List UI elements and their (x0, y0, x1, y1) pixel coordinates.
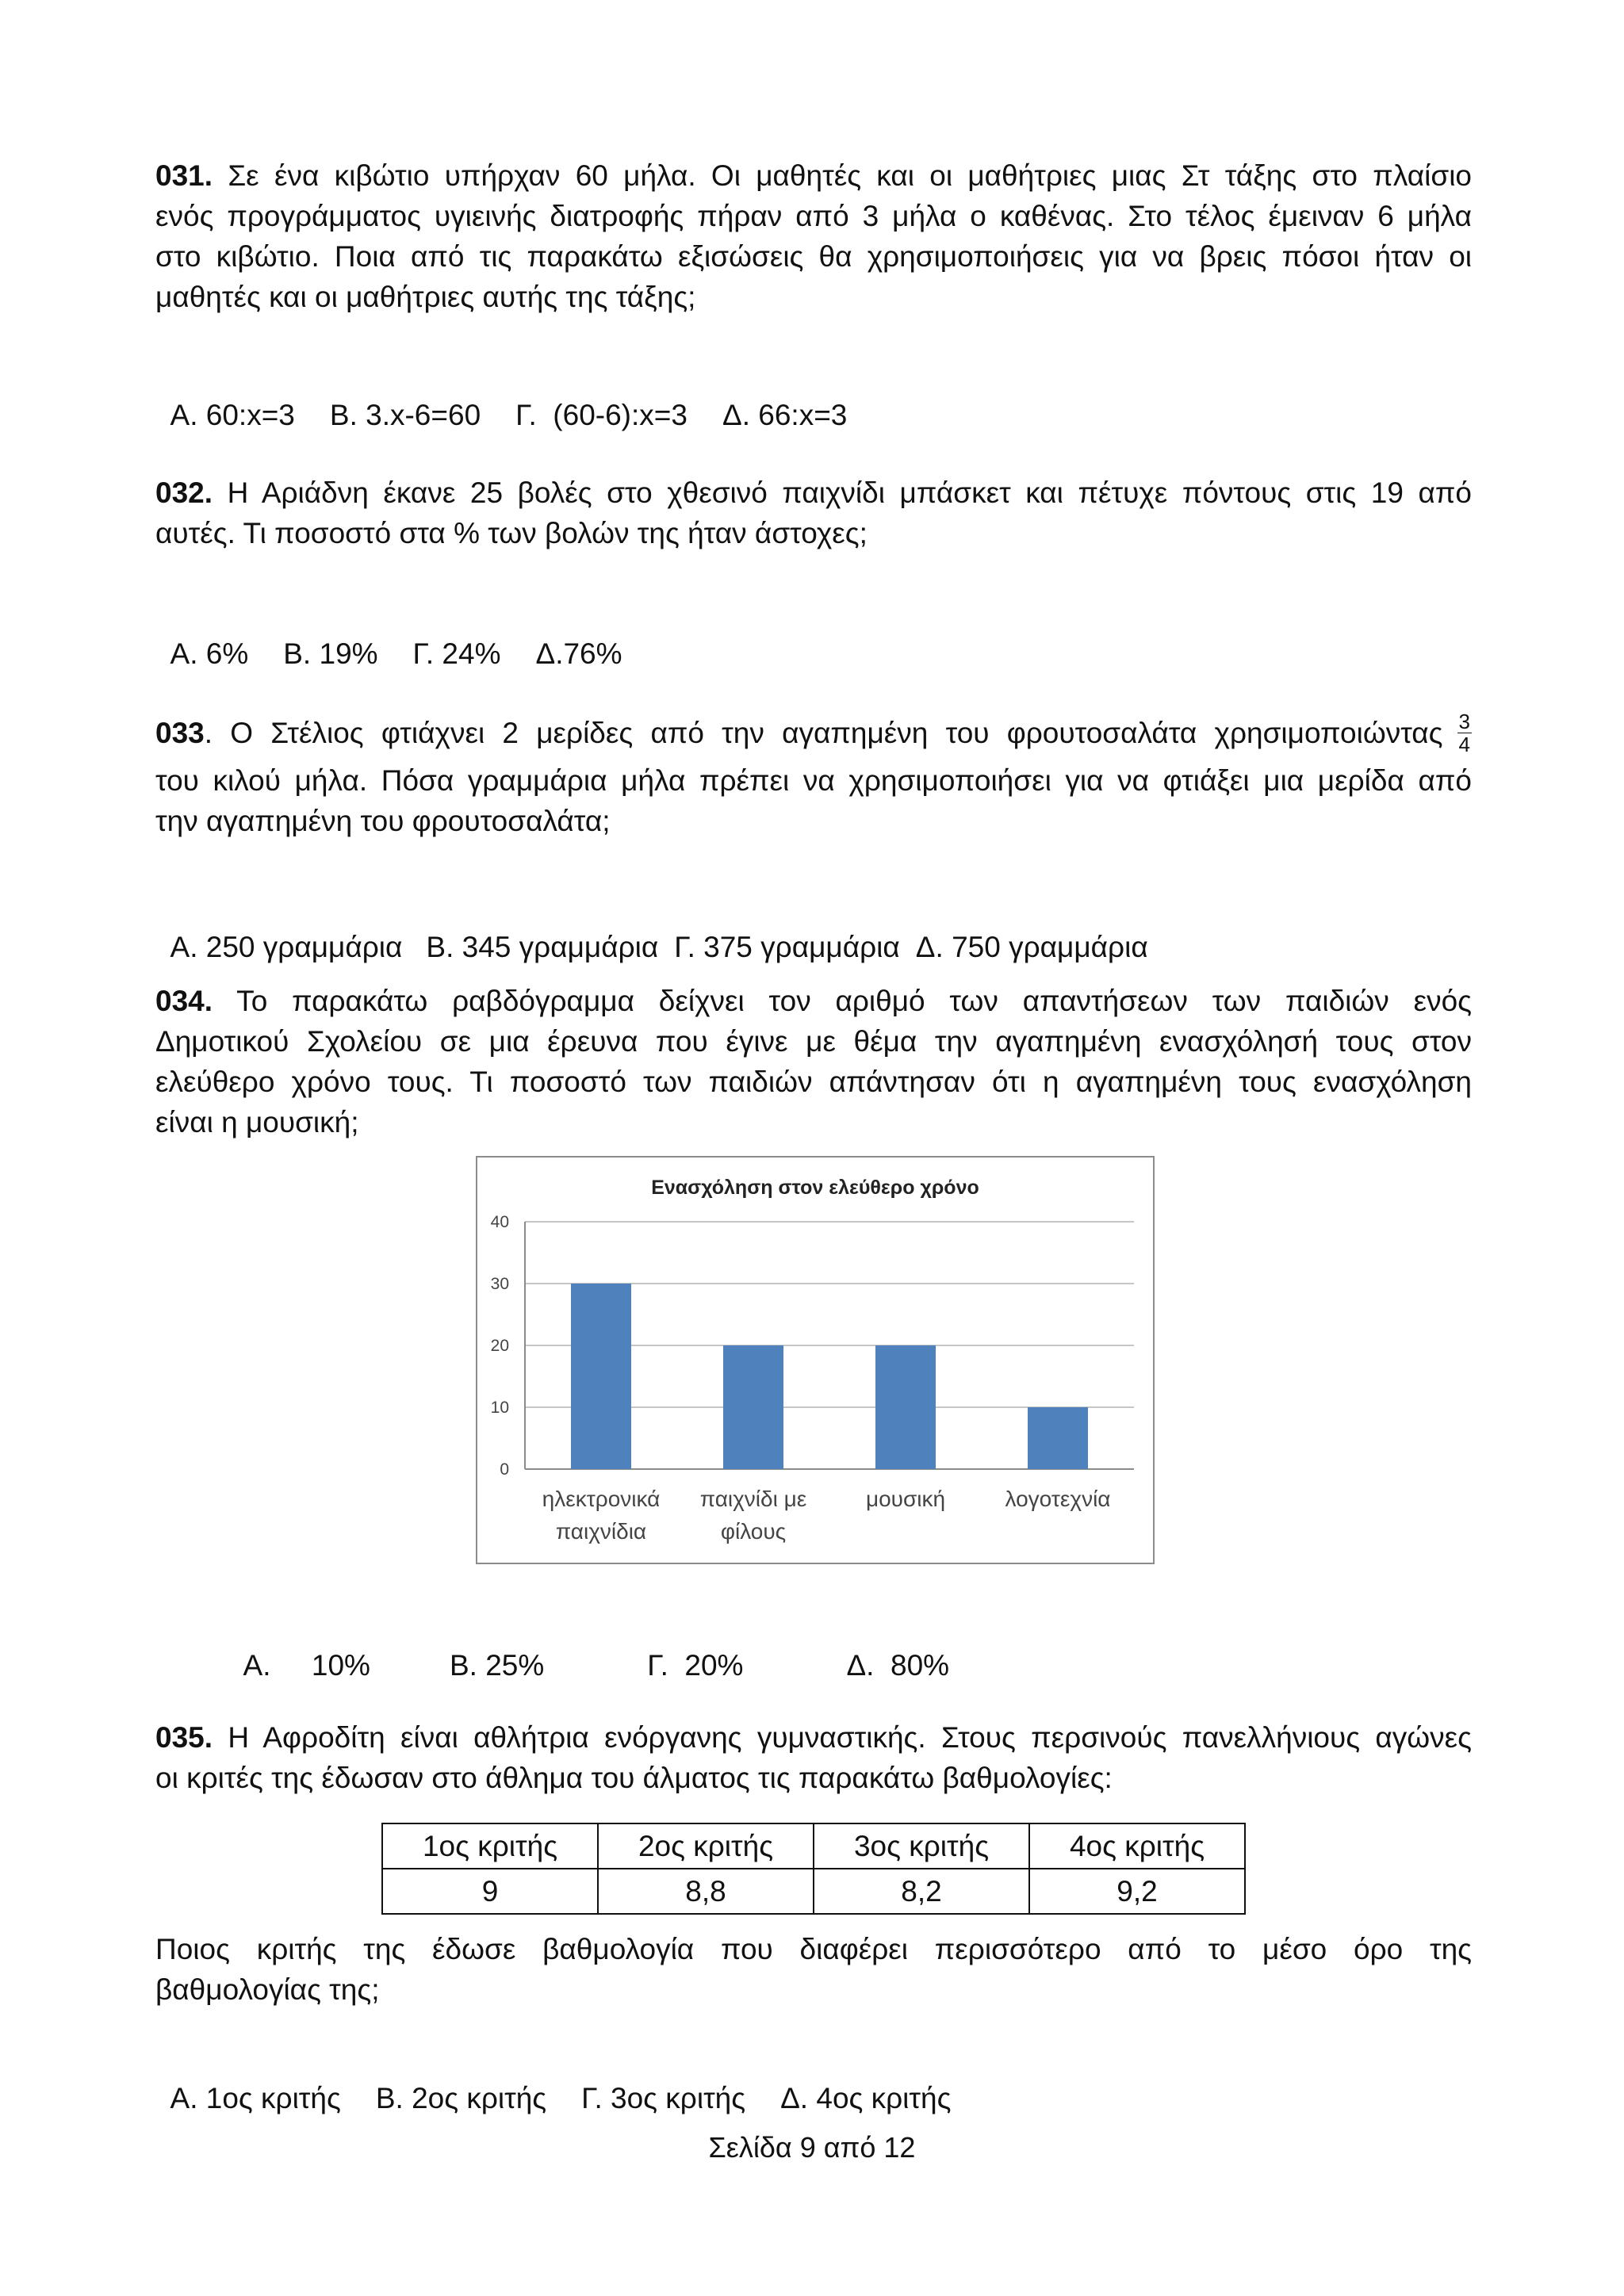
answer-option: Β. 3.x-6=60 (329, 399, 481, 431)
chart-canvas (477, 1158, 1153, 1563)
question-text-line: Το παρακάτω ραβδόγραμμα δείχνει τον αριθμό των απαντήσεων των παιδιών ενός (236, 985, 1472, 1017)
table-header-cell: 3ος κριτής (814, 1823, 1029, 1869)
answer-options-035 (155, 2038, 986, 2118)
answer-option: Δ. 750 γραμμάρια (915, 931, 1148, 963)
bar-chart (476, 1156, 1155, 1564)
answer-option: Γ. 375 γραμμάρια (674, 931, 900, 963)
question-text-line: είναι η μουσική; (155, 1106, 359, 1138)
question-text-line: οι κριτές της έδωσαν στο άθλημα του άλματος τις παρακάτω βαθμολογίες: (155, 1762, 1113, 1794)
answer-option: Β. 19% (283, 637, 378, 670)
answer-option: Α. 60:x=3 (170, 399, 295, 431)
question-035 (155, 1717, 1472, 1798)
table-cell: 9,2 (1029, 1869, 1245, 1914)
y-tick-label: 10 (490, 1399, 509, 1417)
answer-option: Δ.76% (535, 637, 622, 670)
question-number: 032. (155, 476, 213, 509)
question-text-line: . Ο Στέλιος φτιάχνει 2 μερίδες από την αγαπημένη του φρουτοσαλάτα χρησιμοποιώντας (204, 717, 1443, 749)
y-tick-label: 0 (500, 1460, 509, 1479)
fraction-denominator: 4 (1458, 733, 1470, 756)
question-033 (155, 710, 1472, 841)
scores-table (381, 1823, 1246, 1915)
bar (875, 1345, 936, 1469)
chart-title: Ενασχόληση στον ελεύθερο χρόνο (651, 1177, 979, 1199)
question-text-line: ενός προγράμματος υγιεινής διατροφής πήραν από 3 μήλα ο καθένας. Στο τέλος έμειναν 6 μήλα (155, 200, 1472, 232)
x-tick-label: ηλεκτρονικά (542, 1487, 661, 1511)
table-row (382, 1869, 1245, 1914)
question-text-line: μαθητές και οι μαθήτριες αυτής της τάξης; (155, 281, 696, 313)
answer-option: Β. 2ος κριτής (375, 2082, 547, 2114)
bar (571, 1284, 631, 1469)
x-tick-label: φίλους (720, 1519, 787, 1544)
table-header-row (382, 1823, 1245, 1869)
question-number: 035. (155, 1721, 213, 1754)
question-number: 034. (155, 985, 213, 1017)
table-cell: 8,2 (814, 1869, 1029, 1914)
question-text-line: Η Αριάδνη έκανε 25 βολές στο χθεσινό παιχνίδι μπάσκετ και πέτυχε πόντους στις 19 από (227, 476, 1472, 509)
question-text-line: την αγαπημένη του φρουτοσαλάτα; (155, 805, 611, 837)
y-tick-label: 30 (490, 1275, 509, 1293)
answer-option: Α. 10% (243, 1649, 370, 1682)
question-text-line: του κιλού μήλα. Πόσα γραμμάρια μήλα πρέπει να χρησιμοποιήσει για να φτιάξει μια μερίδα από (155, 764, 1472, 797)
bar (723, 1345, 783, 1469)
question-035-followup (155, 1929, 1472, 2010)
question-text-line: βαθμολογίας της; (155, 1973, 380, 2006)
answer-options-033 (155, 886, 1183, 967)
question-031 (155, 155, 1472, 317)
question-text-line: Σε ένα κιβώτιο υπήρχαν 60 μήλα. Οι μαθητές και οι μαθήτριες μιας Στ τάξης στο πλαίσιο (228, 159, 1473, 192)
answer-option: Α. 1ος κριτής (170, 2082, 341, 2114)
table-header-cell: 4ος κριτής (1029, 1823, 1245, 1869)
answer-option: Δ. 66:x=3 (722, 399, 848, 431)
table-cell: 9 (382, 1869, 598, 1914)
y-tick-label: 20 (490, 1337, 509, 1355)
answer-option: Α. 250 γραμμάρια (170, 931, 403, 963)
question-text-line: Δημοτικού Σχολείου σε μια έρευνα που έγινε με θέμα την αγαπημένη ενασχόλησή τους στον (155, 1025, 1472, 1058)
answer-option: Δ. 80% (846, 1649, 950, 1682)
answer-option: Γ. 24% (412, 637, 501, 670)
answer-option: Γ. (60-6):x=3 (515, 399, 688, 431)
bar (1028, 1407, 1088, 1469)
answer-option: Γ. 3ος κριτής (581, 2082, 746, 2114)
answer-options-032 (155, 593, 657, 674)
table-header-cell: 2ος κριτής (598, 1823, 814, 1869)
fraction (1457, 710, 1472, 756)
x-tick-label: μουσική (865, 1487, 946, 1511)
question-text-line: Ποιος κριτής της έδωσε βαθμολογία που διαφέρει περισσότερο από το μέσο όρο της (155, 1933, 1472, 1965)
question-034 (155, 981, 1472, 1142)
question-number: 031. (155, 159, 213, 192)
answer-option: Β. 25% (449, 1649, 545, 1682)
answer-options-034 (228, 1605, 984, 1686)
answer-option: Δ. 4ος κριτής (780, 2082, 952, 2114)
answer-options-031 (155, 354, 882, 435)
table-cell: 8,8 (598, 1869, 814, 1914)
y-tick-label: 40 (490, 1213, 509, 1231)
question-text-line: στο κιβώτιο. Ποια από τις παρακάτω εξισώσεις θα χρησιμοποιήσεις για να βρεις πόσοι ήταν οι (155, 240, 1472, 273)
question-text-line: ελεύθερο χρόνο τους. Τι ποσοστό των παιδιών απάντησαν ότι η αγαπημένη τους ενασχόληση (155, 1066, 1472, 1098)
page-footer: Σελίδα 9 από 12 (708, 2131, 916, 2164)
question-text-line: αυτές. Τι ποσοστό στα % των βολών της ήταν άστοχες; (155, 517, 868, 549)
answer-option: Γ. 20% (647, 1649, 744, 1682)
table-header-cell: 1ος κριτής (382, 1823, 598, 1869)
question-032 (155, 473, 1472, 553)
question-text-line: Η Αφροδίτη είναι αθλήτρια ενόργανης γυμναστικής. Στους περσινούς πανελλήνιους αγώνες (228, 1721, 1473, 1754)
x-tick-label: παιχνίδι με (699, 1487, 807, 1511)
x-tick-label: λογοτεχνία (1005, 1487, 1111, 1511)
answer-option: Β. 345 γραμμάρια (426, 931, 659, 963)
x-tick-label: παιχνίδια (555, 1519, 647, 1544)
fraction-numerator: 3 (1458, 710, 1470, 733)
question-number: 033 (155, 717, 205, 749)
answer-option: Α. 6% (170, 637, 249, 670)
